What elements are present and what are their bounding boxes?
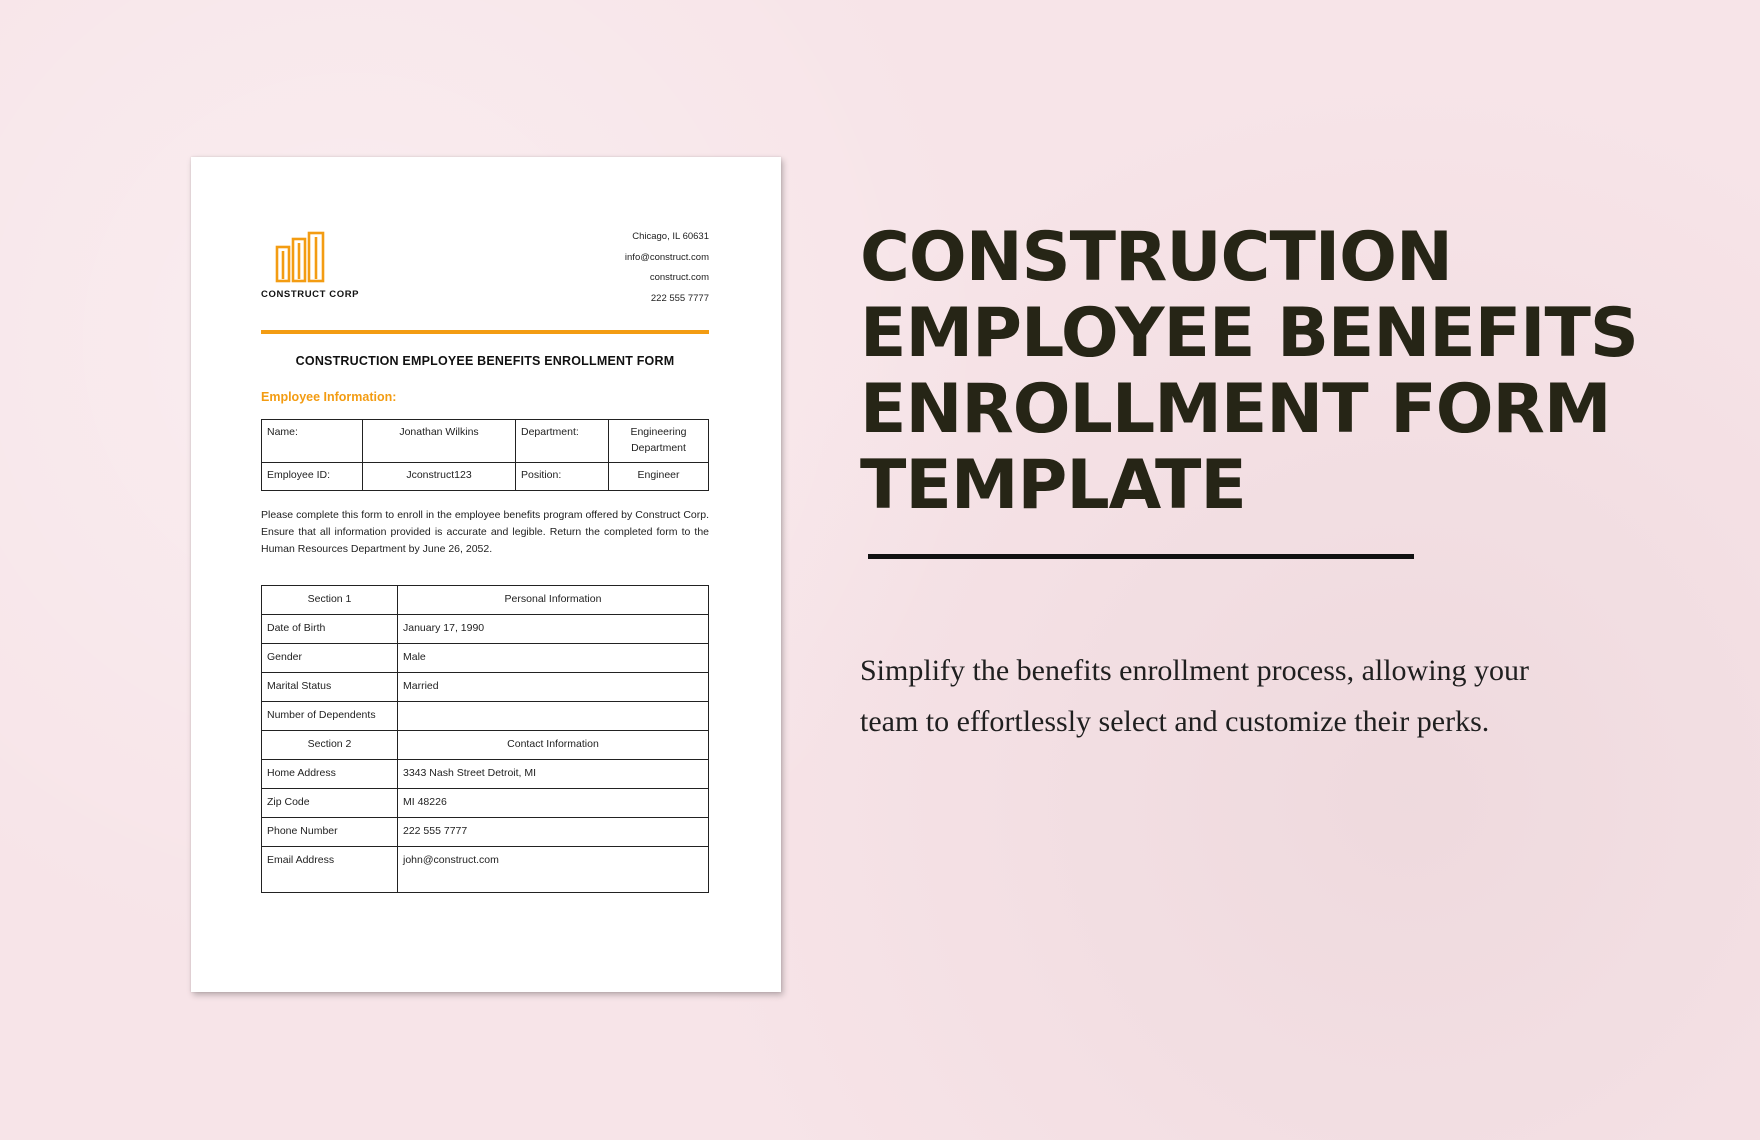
headline-line: EMPLOYEE BENEFITS <box>860 294 1638 373</box>
contact-phone: 222 555 7777 <box>650 292 709 304</box>
row-value: January 17, 1990 <box>398 615 709 644</box>
table-row <box>262 615 709 644</box>
position-value: Engineer <box>609 463 709 491</box>
table-row <box>262 420 709 463</box>
header-divider <box>261 330 709 334</box>
company-name: CONSTRUCT CORP <box>261 289 360 300</box>
section1-label: Section 1 <box>262 586 398 615</box>
instructions-text: Please complete this form to enroll in the employee benefits program offered by Construct Corp. Ensure that all information provided is accurate and legible. Return the completed form to the Human Resources Department by June 26, 2052. <box>261 509 709 555</box>
table-row <box>262 789 709 818</box>
row-value: john@construct.com <box>398 847 709 893</box>
row-label: Zip Code <box>262 789 398 818</box>
contact-address: Chicago, IL 60631 <box>632 231 709 242</box>
row-value: 222 555 7777 <box>398 818 709 847</box>
row-value <box>398 702 709 731</box>
table-row <box>262 818 709 847</box>
row-label: Number of Dependents <box>262 702 398 731</box>
company-logo <box>261 231 371 300</box>
headline-line: CONSTRUCTION <box>860 218 1452 297</box>
row-label: Gender <box>262 644 398 673</box>
section1-title: Personal Information <box>398 586 709 615</box>
contact-email: info@construct.com <box>624 251 709 263</box>
employee-id-label: Employee ID: <box>262 463 363 491</box>
row-value: Married <box>398 673 709 702</box>
row-label: Phone Number <box>262 818 398 847</box>
headline-line: ENROLLMENT FORM <box>860 370 1611 449</box>
employee-info-table <box>261 419 709 491</box>
position-label: Position: <box>516 463 609 491</box>
employee-id-value: Jconstruct123 <box>363 463 516 491</box>
employee-info-label: Employee Information: <box>261 390 397 404</box>
row-value: 3343 Nash Street Detroit, MI <box>398 760 709 789</box>
table-row <box>262 586 709 615</box>
form-title: CONSTRUCTION EMPLOYEE BENEFITS ENROLLMENT FORM <box>295 354 675 368</box>
department-label: Department: <box>516 420 609 463</box>
name-value: Jonathan Wilkins <box>363 420 516 463</box>
row-label: Date of Birth <box>262 615 398 644</box>
name-label: Name: <box>262 420 363 463</box>
building-icon <box>275 231 327 283</box>
table-row <box>262 673 709 702</box>
row-value: MI 48226 <box>398 789 709 818</box>
table-row <box>262 760 709 789</box>
table-row <box>262 644 709 673</box>
headline-divider <box>868 554 1414 559</box>
table-row <box>262 702 709 731</box>
page-headline <box>860 220 1680 524</box>
contact-website: construct.com <box>649 272 709 283</box>
department-value: Engineering Department <box>609 420 709 463</box>
row-label: Email Address <box>262 847 398 893</box>
headline-line: TEMPLATE <box>860 446 1246 525</box>
contact-block <box>625 227 709 309</box>
section2-label: Section 2 <box>262 731 398 760</box>
subtitle-text: Simplify the benefits enrollment process, allowing your team to effortlessly select and customize their perks. <box>860 654 1530 738</box>
table-row <box>262 847 709 893</box>
row-value: Male <box>398 644 709 673</box>
table-row <box>262 731 709 760</box>
enrollment-table <box>261 585 709 893</box>
row-label: Home Address <box>262 760 398 789</box>
document-page <box>191 157 781 992</box>
section2-title: Contact Information <box>398 731 709 760</box>
table-row <box>262 463 709 491</box>
row-label: Marital Status <box>262 673 398 702</box>
